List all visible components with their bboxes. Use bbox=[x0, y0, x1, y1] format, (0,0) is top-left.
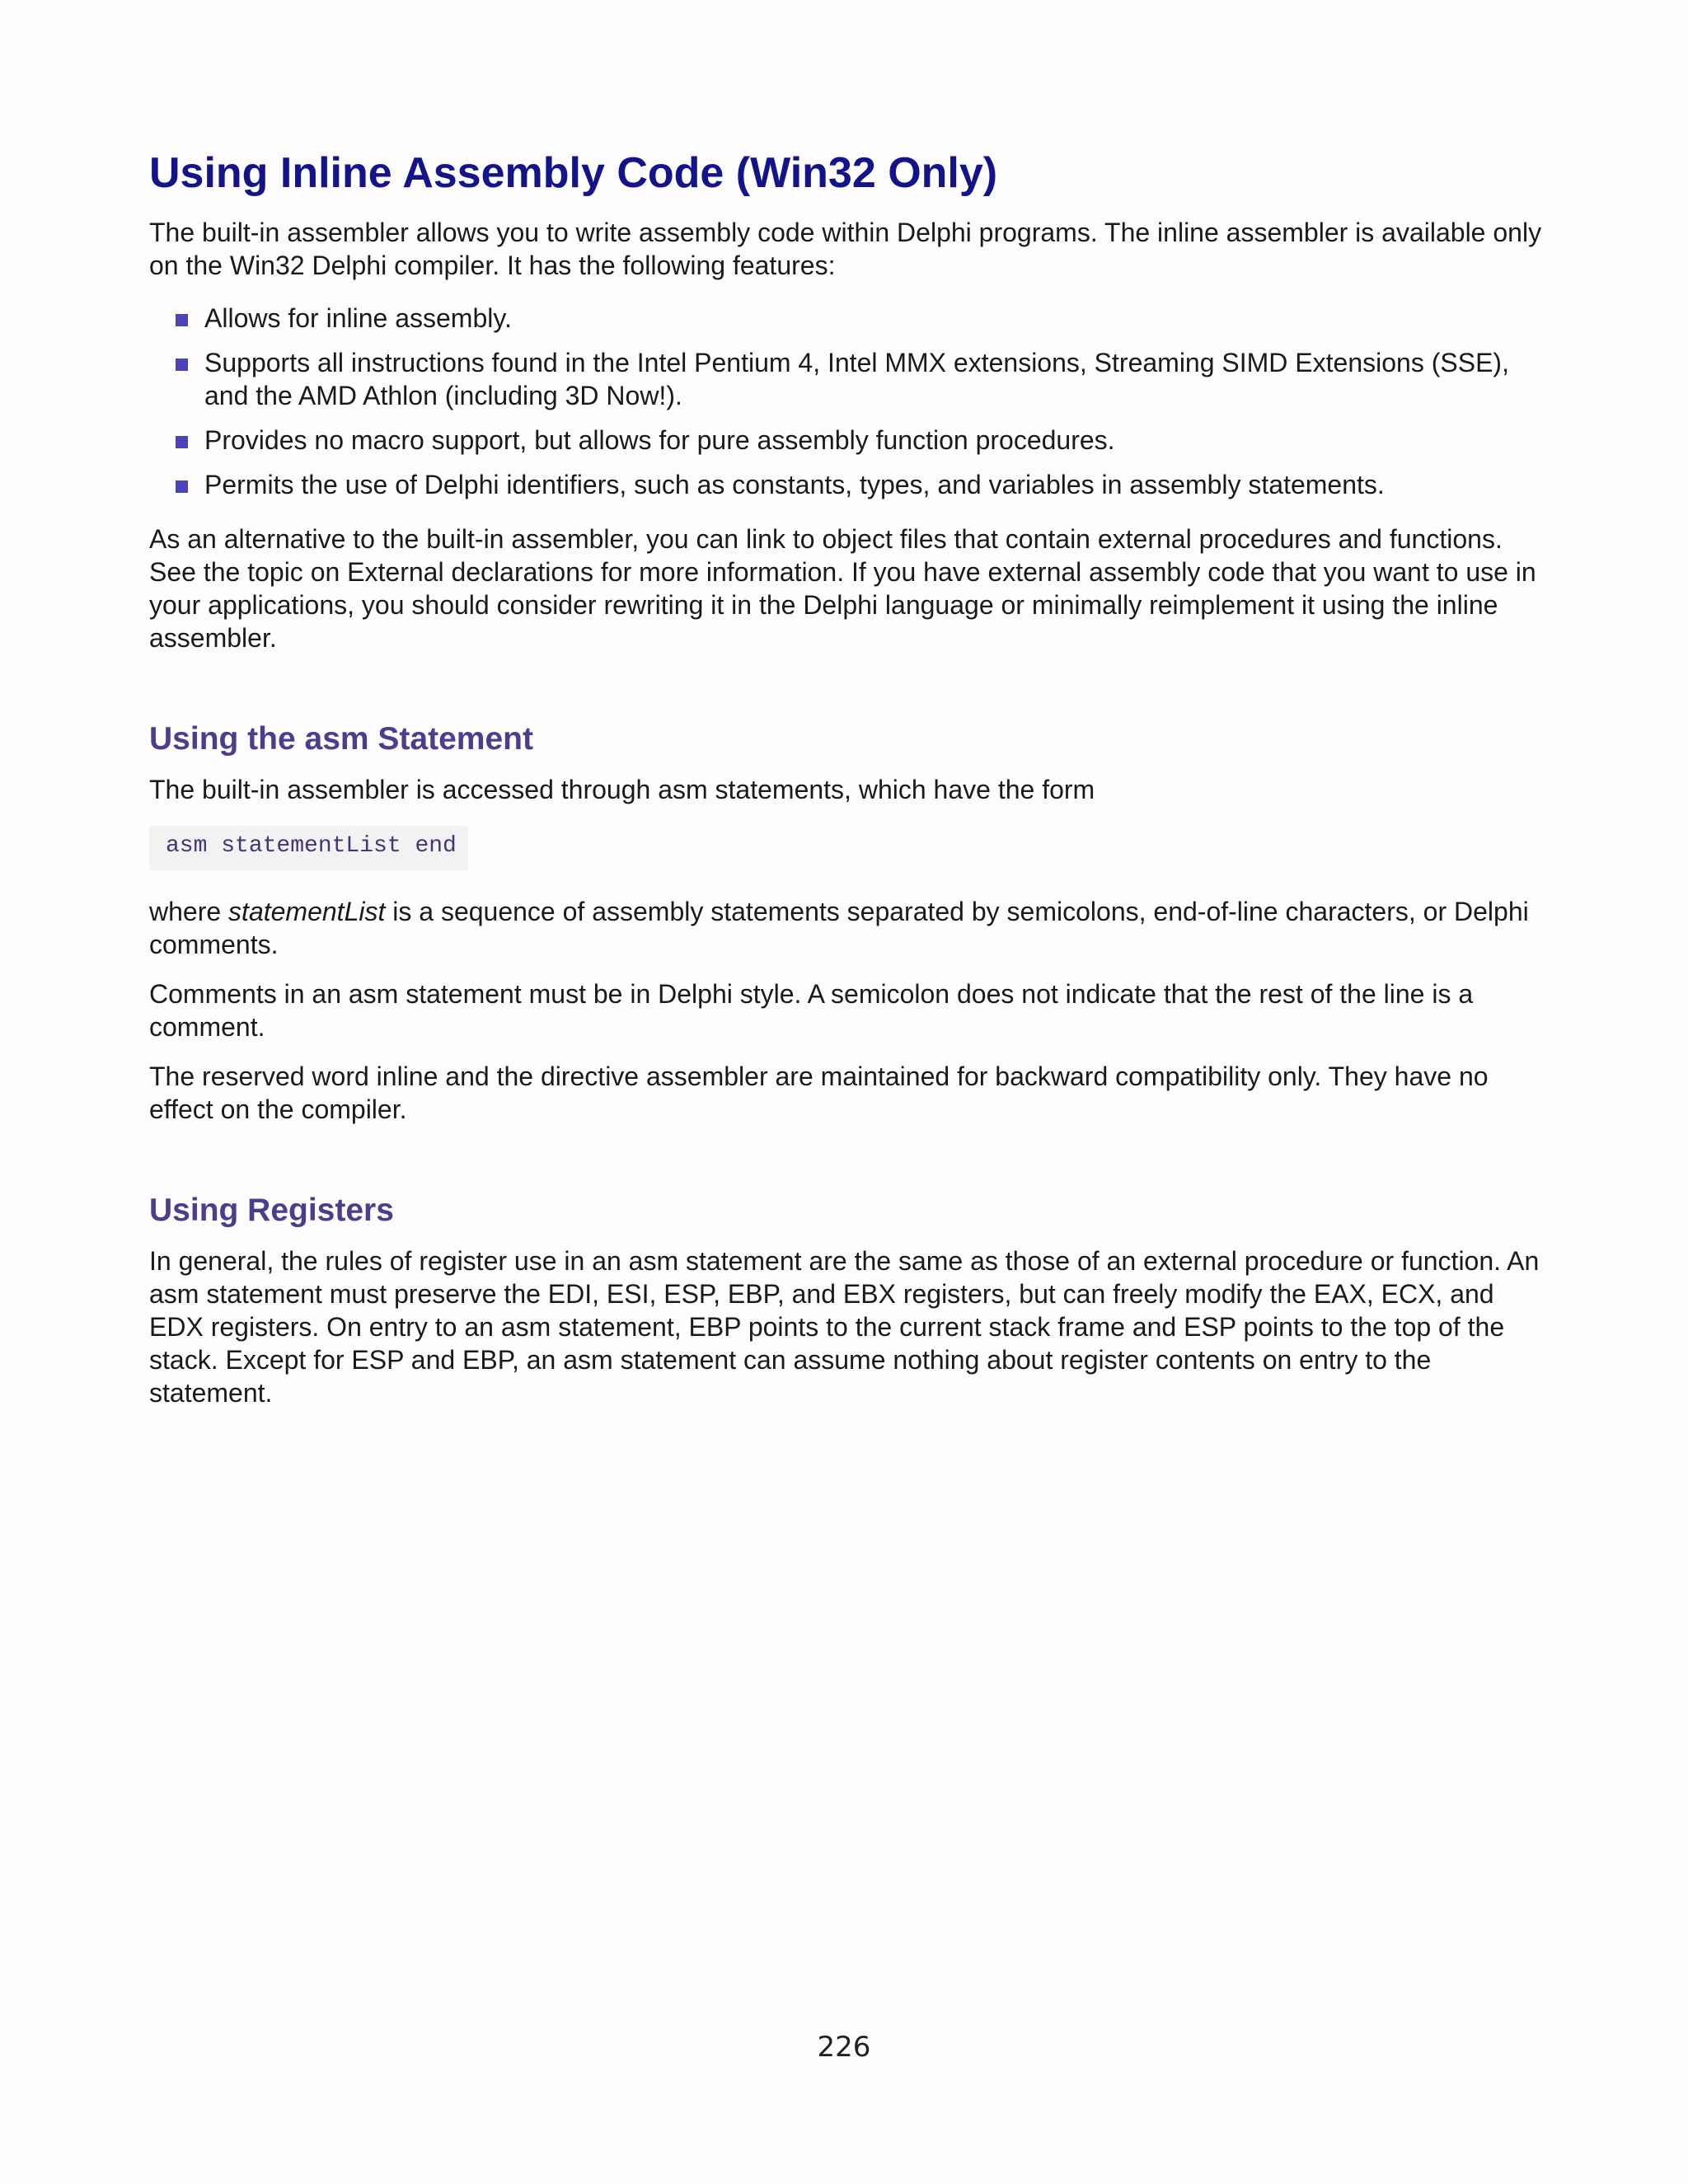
code-block: asm statementList end bbox=[149, 826, 468, 870]
list-item-text: Provides no macro support, but allows for pure assembly function procedures. bbox=[204, 425, 1115, 455]
page-number: 226 bbox=[817, 2031, 871, 2064]
list-item bbox=[149, 302, 1550, 335]
asm-statement-heading: Using the asm Statement bbox=[149, 721, 533, 757]
registers-heading: Using Registers bbox=[149, 1193, 394, 1228]
list-item-text: Permits the use of Delphi identifiers, such as constants, types, and variables in assembly statements. bbox=[204, 470, 1385, 499]
page-title: Using Inline Assembly Code (Win32 Only) bbox=[149, 149, 998, 197]
asm-lead-paragraph: The built-in assembler is accessed through asm statements, which have the form bbox=[149, 775, 1095, 804]
square-bullet-icon bbox=[176, 314, 188, 326]
list-item-text: Allows for inline assembly. bbox=[204, 303, 512, 333]
where-prefix: where bbox=[149, 897, 229, 926]
square-bullet-icon bbox=[176, 436, 188, 448]
feature-list bbox=[149, 302, 1550, 501]
registers-paragraph: In general, the rules of register use in an asm statement are the same as those of an external procedure or function. An asm statement must preserve the EDI, ESI, ESP, EBP, and EBX registers, but can freely modify the EAX, ECX, and EDX registers. On entry to an asm statement, EBP points to the current stack frame and ESP points to the top of the stack. Except for ESP and EBP, an asm statement can assume nothing about register contents on entry to the statement. bbox=[149, 1246, 1540, 1408]
list-item bbox=[149, 424, 1550, 457]
document-page bbox=[149, 140, 1550, 1409]
comments-paragraph: Comments in an asm statement must be in Delphi style. A semicolon does not indicate that the rest of the line is a comment. bbox=[149, 979, 1474, 1042]
alternative-paragraph: As an alternative to the built-in assembler, you can link to object files that contain external procedures and functions. See the topic on External declarations for more information. If you have external assembly code that you want to use in your applications, you should consider rewriting it in the Delphi language or minimally reimplement it using the inline assembler. bbox=[149, 524, 1536, 653]
where-rest: is a sequence of assembly statements separated by semicolons, end-of-line characters, or Delphi comments. bbox=[149, 897, 1529, 959]
list-item bbox=[149, 346, 1550, 412]
where-paragraph bbox=[149, 895, 1550, 961]
intro-paragraph: The built-in assembler allows you to write assembly code within Delphi programs. The inline assembler is available only on the Win32 Delphi compiler. It has the following features: bbox=[149, 218, 1542, 280]
square-bullet-icon bbox=[176, 480, 188, 493]
square-bullet-icon bbox=[176, 359, 188, 371]
reserved-word-paragraph: The reserved word inline and the directive assembler are maintained for backward compatibility only. They have no effect on the compiler. bbox=[149, 1062, 1489, 1124]
list-item bbox=[149, 468, 1550, 501]
list-item-text: Supports all instructions found in the Intel Pentium 4, Intel MMX extensions, Streaming SIMD Extensions (SSE), and the AMD Athlon (including 3D Now!). bbox=[204, 348, 1509, 410]
statement-list-term: statementList bbox=[228, 897, 386, 926]
